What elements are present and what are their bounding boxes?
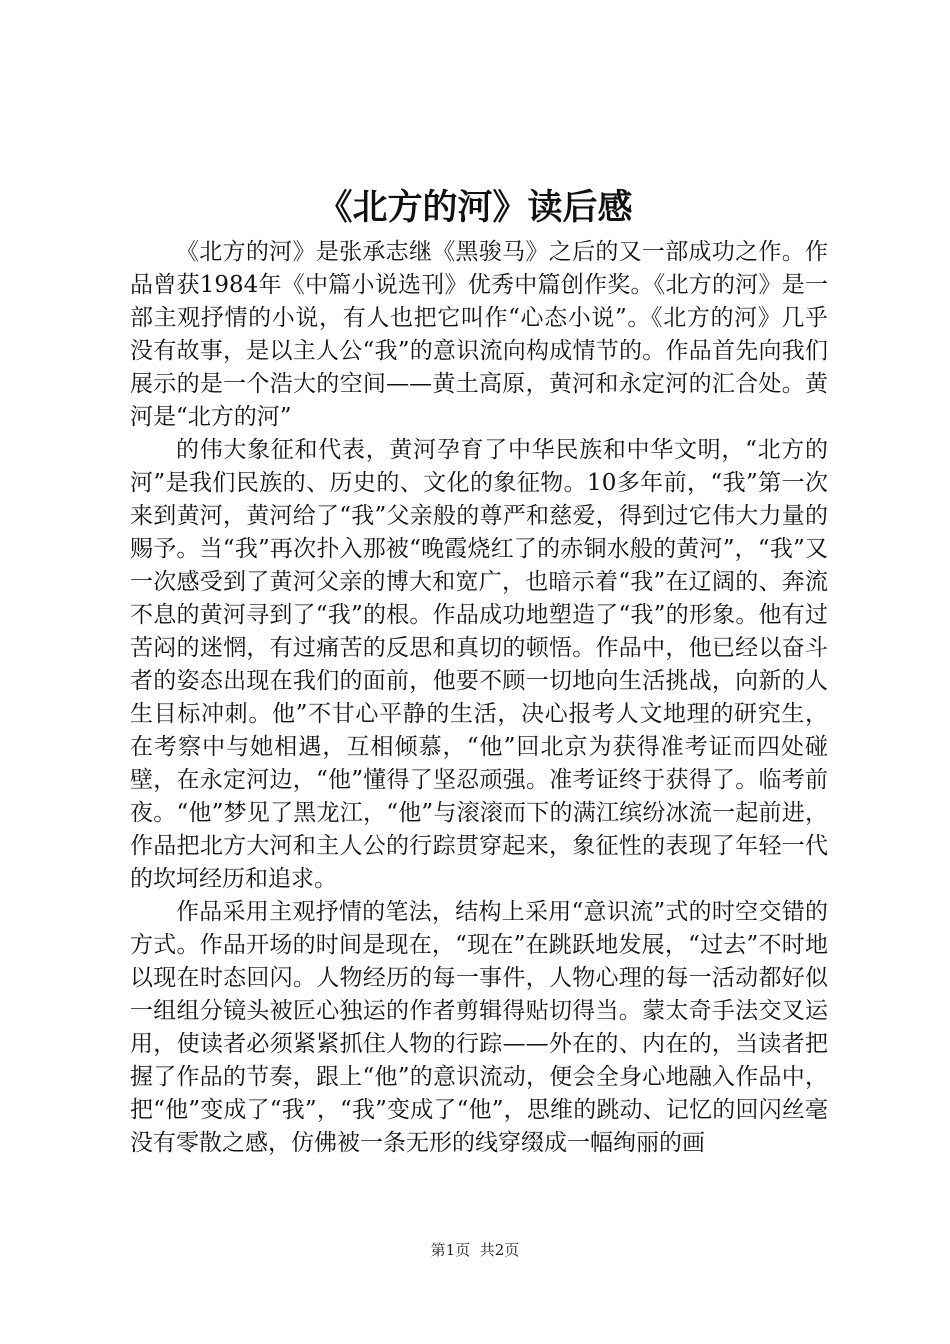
footer-spacer [470, 1241, 480, 1259]
paragraph-1: 《北方的河》是张承志继《黑骏马》之后的又一部成功之作。作品曾获1984年《中篇小说选刊》优秀中篇创作奖。《北方的河》是一部主观抒情的小说，有人也把它叫作“心态小说”。《北方的河》几乎没有故事，是以主人公“我”的意识流向构成情节的。作品首先向我们展示的是一个浩大的空间——黄土高原，黄河和永定河的汇合处。黄河是“北方的河” [130, 239, 828, 430]
paragraph-2: 的伟大象征和代表，黄河孕育了中华民族和中华文明，“北方的河”是我们民族的、历史的、文化的象征物。10多年前，“我”第一次来到黄河，黄河给了“我”父亲般的尊严和慈爱，得到过它伟大力量的赐予。当“我”再次扑入那被“晚霞烧红了的赤铜水般的黄河”，“我”又一次感受到了黄河父亲的博大和宽广，也暗示着“我”在辽阔的、奔流不息的黄河寻到了“我”的根。作品成功地塑造了“我”的形象。他有过苦闷的迷惘，有过痛苦的反思和真切的顿悟。作品中，他已经以奋斗者的姿态出现在我们的面前，他要不顾一切地向生活挑战，向新的人生目标冲刺。他”不甘心平静的生活，决心报考人文地理的研究生，在考察中与她相遇，互相倾慕，“他”回北京为获得准考证而四处碰壁，在永定河边，“他”懂得了坚忍顽强。准考证终于获得了。临考前夜。“他”梦见了黑龙江，“他”与滚滚而下的满江缤纷冰流一起前进，作品把北方大河和主人公的行踪贯穿起来，象征性的表现了年轻一代的坎坷经历和追求。 [130, 437, 828, 892]
paragraph-3: 作品采用主观抒情的笔法，结构上采用“意识流”式的时空交错的方式。作品开场的时间是现在，“现在”在跳跃地发展，“过去”不时地以现在时态回闪。人物经历的每一事件，人物心理的每一活动都好似一组组分镜头被匠心独运的作者剪辑得贴切得当。蒙太奇手法交叉运用，使读者必须紧紧抓住人物的行踪——外在的、内在的，当读者把握了作品的节奏，跟上“他”的意识流动，便会全身心地融入作品中，把“他”变成了“我”，“我”变成了“他”，思维的跳动、记忆的回闪丝毫没有零散之感，仿佛被一条无形的线穿缀成一幅绚丽的画 [130, 899, 828, 1156]
page-number: 第1页 [430, 1241, 471, 1259]
page-footer [0, 1240, 950, 1260]
document-title: 《北方的河》读后感 [317, 187, 633, 228]
document-body [130, 236, 828, 1160]
page-total: 共2页 [479, 1241, 520, 1259]
